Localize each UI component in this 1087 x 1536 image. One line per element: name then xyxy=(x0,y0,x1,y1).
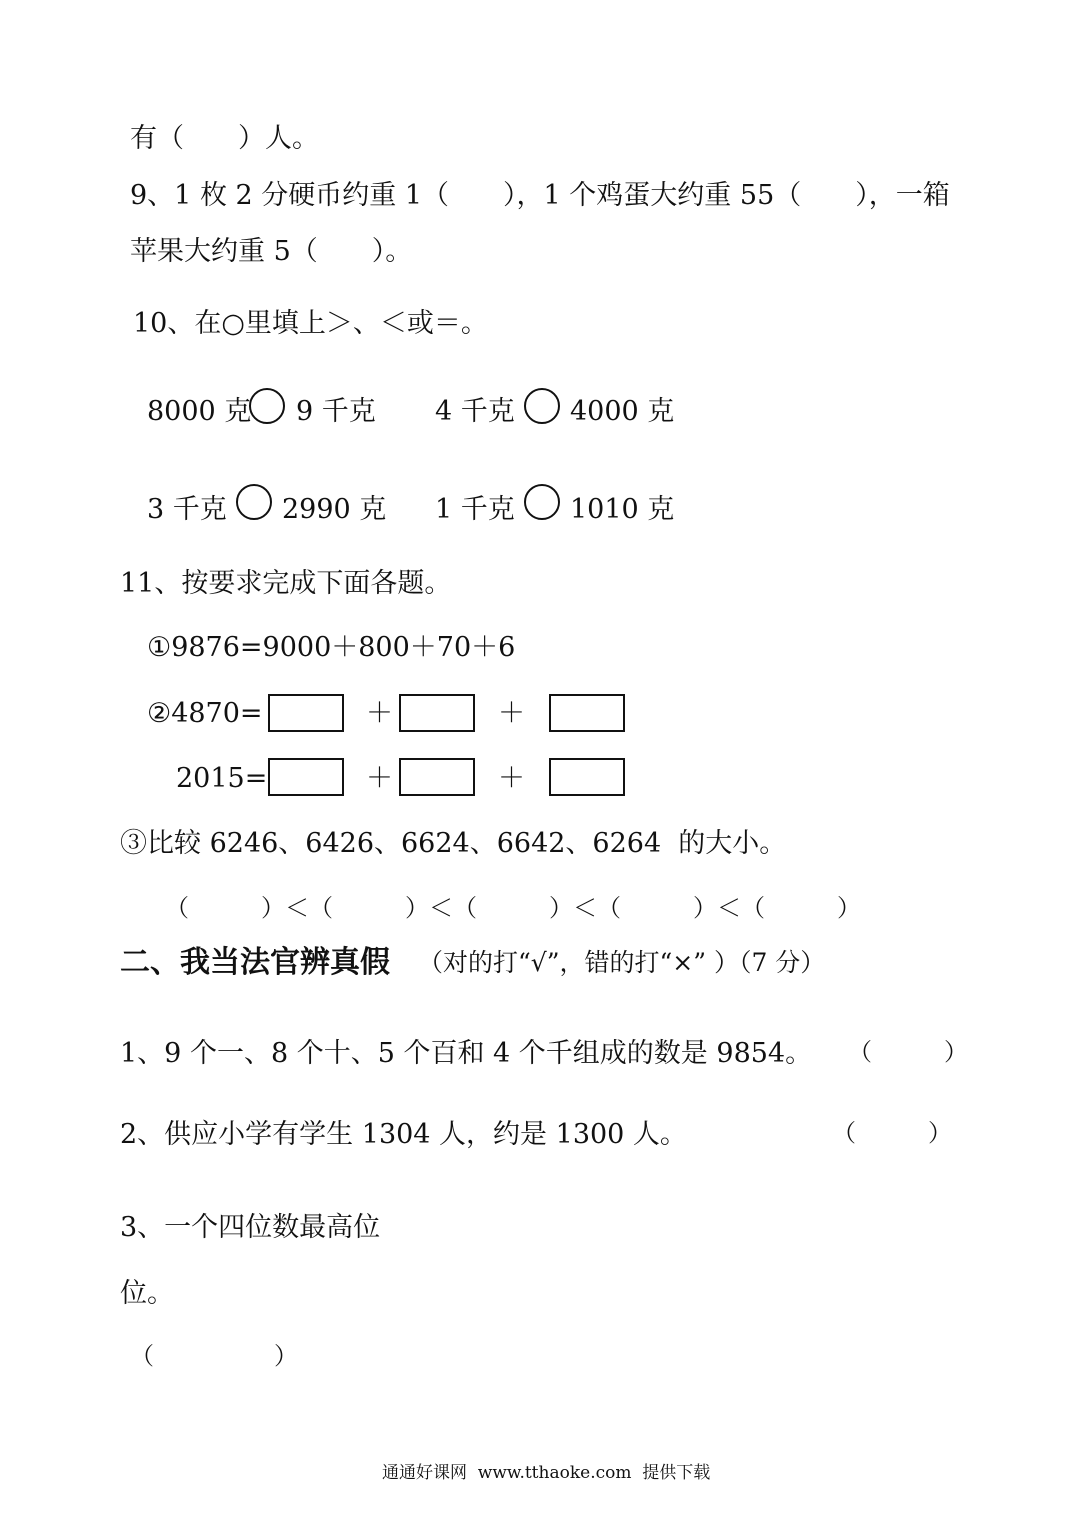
compare-circle-2[interactable] xyxy=(524,388,560,424)
judge-item-1-answer[interactable]: （ ） xyxy=(848,1038,968,1066)
answer-box-2015-3[interactable] xyxy=(549,758,625,796)
previous-question-tail: 有（ ）人。 xyxy=(130,123,319,154)
question-11-part3: ③比较 6246、6426、6624、6642、6264 的大小。 xyxy=(120,828,787,859)
question-11-title: 11、按要求完成下面各题。 xyxy=(120,568,452,599)
section-2-heading: 二、我当法官辨真假 xyxy=(120,945,390,980)
plus-sign: ＋ xyxy=(366,763,393,794)
compare-left-3: 3 千克 xyxy=(147,494,227,525)
compare-right-2: 4000 克 xyxy=(570,396,675,427)
compare-left-4: 1 千克 xyxy=(435,494,515,525)
ordering-answer-row[interactable]: （ ）＜（ ）＜（ ）＜（ ）＜（ ） xyxy=(165,894,861,922)
compare-right-4: 1010 克 xyxy=(570,494,675,525)
question-9-line-2: 苹果大约重 5（ ）。 xyxy=(130,236,413,267)
judge-item-2-answer[interactable]: （ ） xyxy=(832,1119,952,1147)
compare-left-1: 8000 克 xyxy=(147,396,252,427)
answer-box-2015-1[interactable] xyxy=(268,758,344,796)
compare-circle-3[interactable] xyxy=(236,484,272,520)
question-10-title: 10、在○里填上＞、＜或＝。 xyxy=(133,308,488,339)
plus-sign: ＋ xyxy=(366,698,393,729)
compare-circle-4[interactable] xyxy=(524,484,560,520)
judge-item-2: 2、供应小学有学生 1304 人，约是 1300 人。 xyxy=(120,1119,687,1150)
answer-box-4870-1[interactable] xyxy=(268,694,344,732)
footer-credit: 通通好课网 www.tthaoke.com 提供下载 xyxy=(382,1463,711,1483)
compare-circle-1[interactable] xyxy=(249,388,285,424)
answer-box-4870-3[interactable] xyxy=(549,694,625,732)
plus-sign: ＋ xyxy=(498,763,525,794)
section-2-instructions: （对的打“√”，错的打“×” ）（7 分） xyxy=(418,948,826,977)
question-11-example: ①9876=9000＋800＋70＋6 xyxy=(147,632,516,663)
judge-item-3-answer[interactable]: （ ） xyxy=(130,1342,298,1370)
judge-item-1: 1、9 个一、8 个十、5 个百和 4 个千组成的数是 9854。 xyxy=(120,1038,813,1069)
compare-right-3: 2990 克 xyxy=(282,494,387,525)
judge-item-3: 3、一个四位数最高位 xyxy=(120,1212,381,1243)
compare-right-1: 9 千克 xyxy=(296,396,376,427)
plus-sign: ＋ xyxy=(498,698,525,729)
question-11-part2b-label: 2015= xyxy=(176,763,268,794)
answer-box-4870-2[interactable] xyxy=(399,694,475,732)
compare-left-2: 4 千克 xyxy=(435,396,515,427)
judge-item-3-tail: 位。 xyxy=(120,1278,174,1309)
question-9-line-1: 9、1 枚 2 分硬币约重 1（ ），1 个鸡蛋大约重 55（ ），一箱 xyxy=(130,180,950,211)
answer-box-2015-2[interactable] xyxy=(399,758,475,796)
question-11-part2-label: ②4870= xyxy=(147,698,263,729)
